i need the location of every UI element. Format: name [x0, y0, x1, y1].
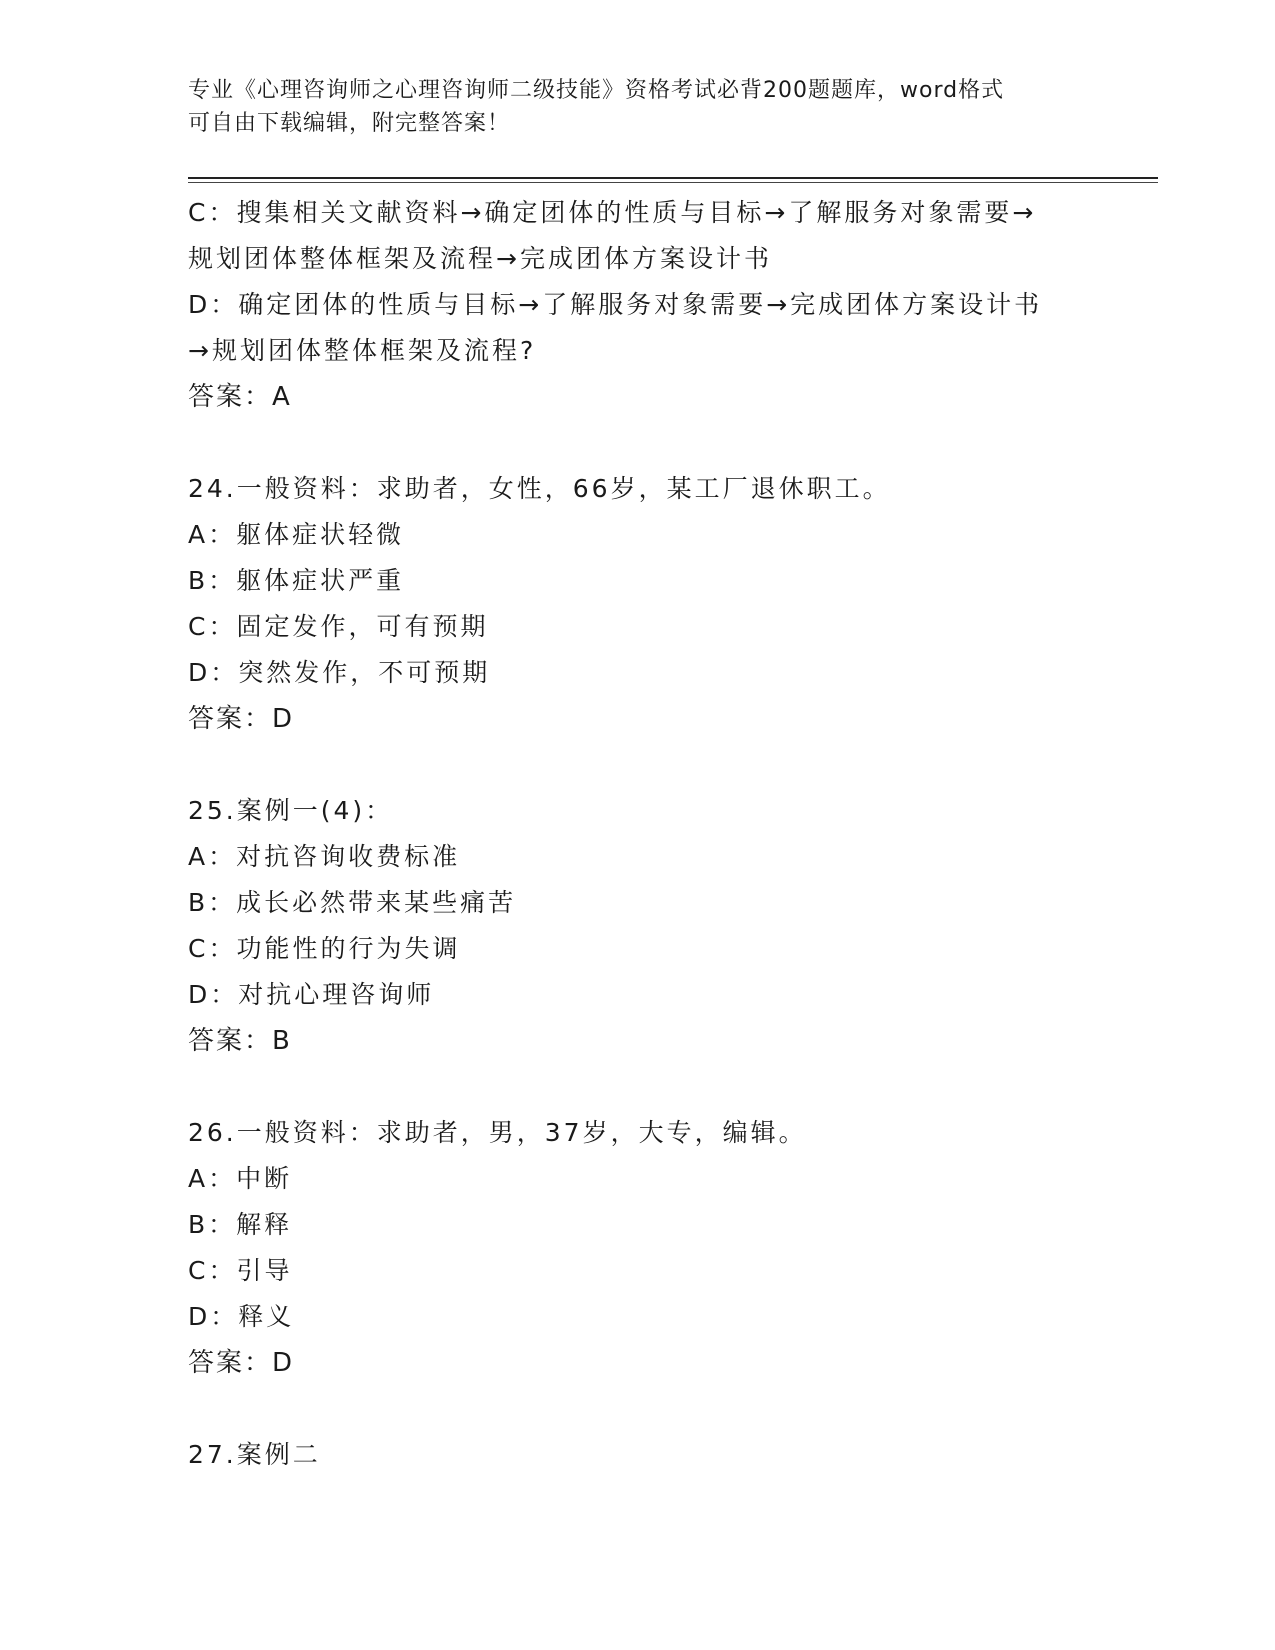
option-a: A：中断	[188, 1164, 293, 1193]
answer-line: 答案：D	[188, 1348, 295, 1378]
option-d: D：释义	[188, 1302, 295, 1331]
answer-line: 答案：D	[188, 704, 295, 734]
option-b: B：成长必然带来某些痛苦	[188, 888, 517, 917]
option-c: C：功能性的行为失调	[188, 934, 461, 963]
spacer	[188, 742, 1088, 788]
header-divider-thin	[188, 182, 1158, 183]
spacer	[188, 1386, 1088, 1432]
question-block-26	[188, 1110, 1088, 1386]
question-block-previous	[188, 190, 1088, 420]
question-list	[188, 190, 1088, 1478]
option-d-line-1: D：确定团体的性质与目标→了解服务对象需要→完成团体方案设计书	[188, 290, 1043, 319]
option-b: B：躯体症状严重	[188, 566, 405, 595]
spacer	[188, 1064, 1088, 1110]
option-a: A：对抗咨询收费标准	[188, 842, 461, 871]
option-c-line-1: C：搜集相关文献资料→确定团体的性质与目标→了解服务对象需要→	[188, 198, 1037, 227]
answer-line: 答案：B	[188, 1026, 292, 1056]
option-d: D：对抗心理咨询师	[188, 980, 435, 1009]
spacer	[188, 420, 1088, 466]
answer-line: 答案：A	[188, 382, 292, 412]
option-d: D：突然发作，不可预期	[188, 658, 491, 687]
header-divider-thick	[188, 177, 1158, 179]
header-title-line-2: 可自由下载编辑，附完整答案！	[188, 111, 511, 136]
document-header	[188, 74, 1078, 140]
option-c: C：固定发作，可有预期	[188, 612, 489, 641]
option-a: A：躯体症状轻微	[188, 520, 405, 549]
option-d-line-2: →规划团体整体框架及流程?	[188, 336, 537, 365]
option-c-line-2: 规划团体整体框架及流程→完成团体方案设计书	[188, 244, 772, 273]
question-block-25	[188, 788, 1088, 1064]
question-stem: 24.一般资料：求助者，女性，66岁，某工厂退休职工。	[188, 474, 891, 503]
question-stem: 25.案例一(4)：	[188, 796, 394, 825]
option-b: B：解释	[188, 1210, 293, 1239]
option-c: C：引导	[188, 1256, 293, 1285]
question-stem: 27.案例二	[188, 1440, 321, 1469]
question-block-24	[188, 466, 1088, 742]
question-block-27	[188, 1432, 1088, 1478]
header-title-line-1: 专业《心理咨询师之心理咨询师二级技能》资格考试必背200题题库，word格式	[188, 78, 1005, 103]
question-stem: 26.一般资料：求助者，男，37岁，大专，编辑。	[188, 1118, 807, 1147]
